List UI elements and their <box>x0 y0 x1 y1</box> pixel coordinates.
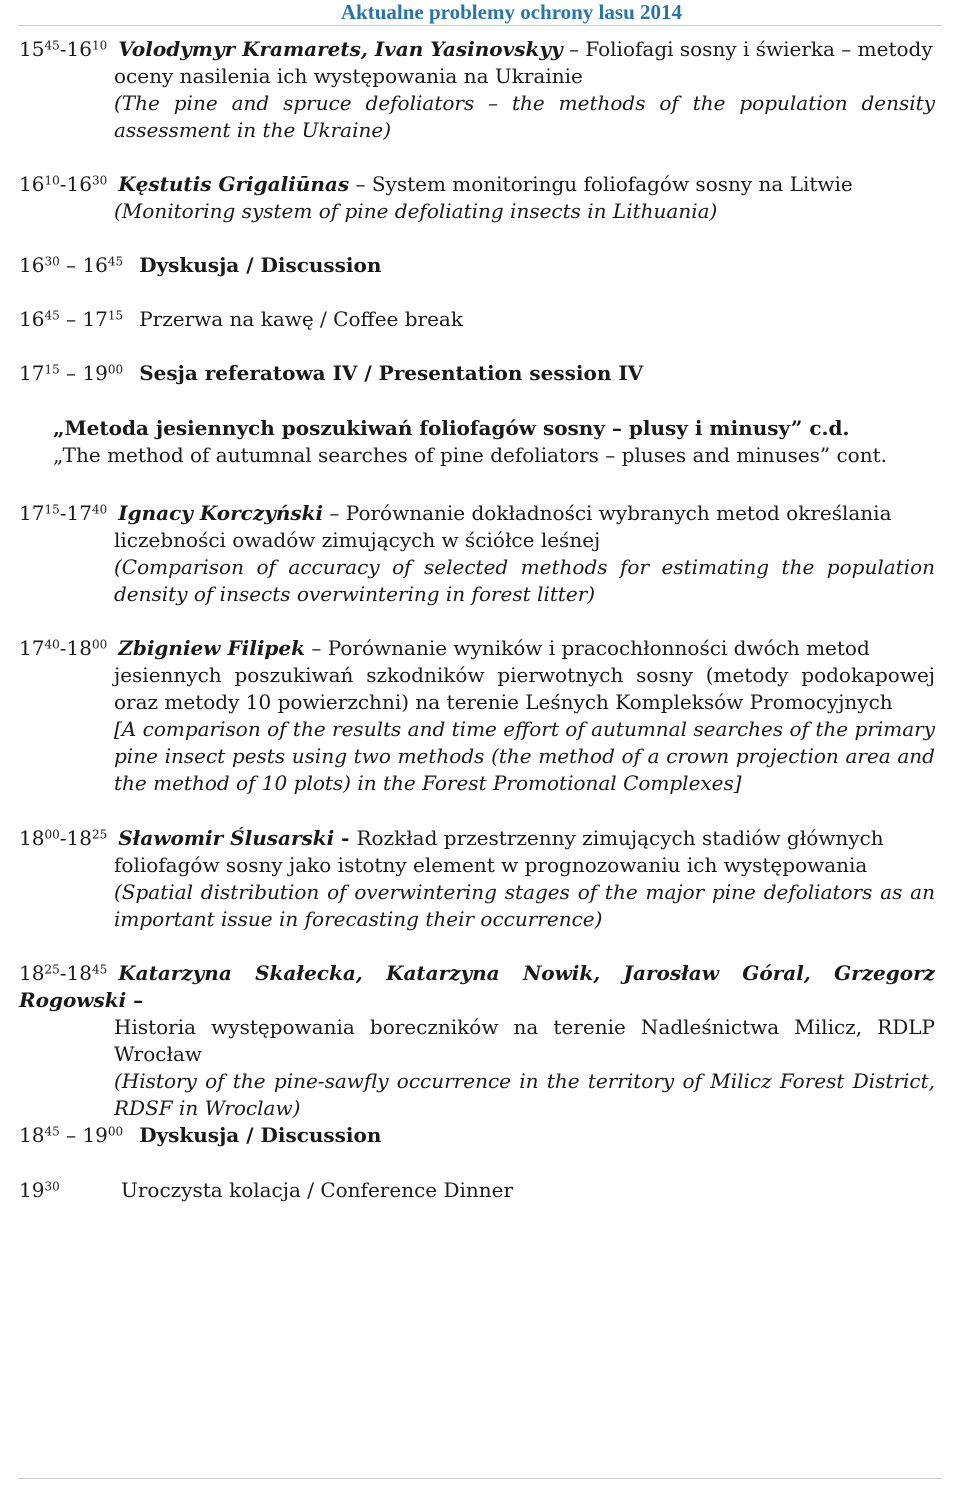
entry-time: $16^{10}-16^{30}$ <box>19 172 108 196</box>
session-topic-en: „The method of autumnal searches of pine defoliators – pluses and minuses” cont. <box>53 443 887 467</box>
entry-title-pl-cont: jesiennych poszukiwań szkodników pierwotnych sosny (metody podokapowej oraz metody 10 powierzchni) na terenie Leśnych Kompleksów Promocyjnych <box>114 663 935 714</box>
entry-title-en: (Comparison of accuracy of selected methods for estimating the population density of insects overwintering in forest litter) <box>114 555 935 606</box>
program-entry: $18^{00}-18^{25}$ Sławomir Ślusarski - Rozkład przestrzenny zimujących stadiów głównych foliofagów sosny jako istotny element w prognozowaniu ich występowania (Spatial distribution of overwintering stages of the major pine defoliators as an important issue in forecasting their occurrence) <box>19 826 935 931</box>
footer-rule <box>18 1478 942 1479</box>
program-entry: $16^{10}-16^{30}$ Kęstutis Grigaliūnas – System monitoringu foliofagów sosny na Litwie (Monitoring system of pine defoliating insects in Lithuania) <box>19 171 935 225</box>
schedule-break <box>19 1177 935 1204</box>
entry-title-pl: System monitoringu foliofagów sosny na Litwie <box>371 172 853 196</box>
entry-title-pl-cont: foliofagów sosny jako istotny element w prognozowaniu ich występowania <box>114 853 868 877</box>
entry-title-pl: Foliofagi sosny i świerka – metody <box>585 37 933 61</box>
entry-time: $17^{15}-17^{40}$ <box>19 501 108 525</box>
break-time: $17^{15} - 19^{00}$ <box>19 361 124 385</box>
entry-title-pl: Rozkład przestrzenny zimujących stadiów głównych <box>356 826 884 850</box>
entry-authors: Volodymyr Kramarets, Ivan Yasinovskyy <box>118 37 563 61</box>
session-header <box>19 360 935 387</box>
entry-time: $15^{45}-16^{10}$ <box>19 37 108 61</box>
entry-title-pl: Porównanie wyników i pracochłonności dwóch metod <box>327 636 870 660</box>
entry-time: $17^{40}-18^{00}$ <box>19 636 108 660</box>
entry-title-pl-cont: liczebności owadów zimujących w ściółce leśnej <box>114 528 601 552</box>
schedule-break <box>19 1122 935 1149</box>
entry-authors: Katarzyna Skałecka, Katarzyna Nowik, Jarosław Góral, Grzegorz Rogowski <box>19 961 935 1012</box>
session-topic <box>53 415 933 469</box>
entry-title-en: (Spatial distribution of overwintering stages of the major pine defoliators as an important issue in forecasting their occurrence) <box>114 880 935 931</box>
entry-title-pl-cont: oceny nasilenia ich występowania na Ukrainie <box>114 64 583 88</box>
entry-title-pl: Porównanie dokładności wybranych metod określania <box>345 501 892 525</box>
running-header-title: Aktualne problemy ochrony lasu 2014 <box>340 0 682 24</box>
entry-authors: Sławomir Ślusarski <box>118 826 335 850</box>
entry-authors: Ignacy Korczyński <box>118 501 324 525</box>
program-entry: $17^{15}-17^{40}$ Ignacy Korczyński – Porównanie dokładności wybranych metod określania liczebności owadów zimujących w ściółce leśnej (Comparison of accuracy of selected methods for estimating the population density of insects overwintering in forest litter) <box>19 501 935 606</box>
entry-time: $18^{25}-18^{45}$ <box>19 961 108 985</box>
entry-title-en: (The pine and spruce defoliators – the methods of the population density assessment in the Ukraine) <box>114 91 935 142</box>
entry-title-en: (Monitoring system of pine defoliating insects in Lithuania) <box>114 199 718 223</box>
break-time: $16^{45} - 17^{15}$ <box>19 307 124 331</box>
entry-authors: Zbigniew Filipek <box>118 636 306 660</box>
entry-title-en: (History of the pine-sawfly occurrence in the territory of Milicz Forest District, RDSF in Wroclaw) <box>114 1069 935 1120</box>
session-topic-pl: „Metoda jesiennych poszukiwań foliofagów sosny – plusy i minusy” c.d. <box>53 416 850 440</box>
break-time: $16^{30} - 16^{45}$ <box>19 253 124 277</box>
session-label: Sesja referatowa IV / Presentation session IV <box>139 361 644 385</box>
break-time: $19^{30}$ <box>19 1178 60 1202</box>
schedule-break <box>19 306 935 333</box>
break-time: $18^{45} - 19^{00}$ <box>19 1123 124 1147</box>
break-label: Dyskusja / Discussion <box>139 253 382 277</box>
entry-title-en: [A comparison of the results and time effort of autumnal searches of the primary pine insect pests using two methods (the method of a crown projection area and the method of 10 plots) in the Forest Promotional Complexes] <box>114 717 935 795</box>
header-rule <box>18 25 942 26</box>
break-label: Uroczysta kolacja / Conference Dinner <box>121 1178 514 1202</box>
program-entry: $17^{40}-18^{00}$ Zbigniew Filipek – Porównanie wyników i pracochłonności dwóch metod jesiennych poszukiwań szkodników pierwotnych sosny (metody podokapowej oraz metody 10 powierzchni) na terenie Leśnych Kompleksów Promocyjnych [A comparison of the results and time effort of autumnal searches of the primary pine insect pests using two methods (the method of a crown projection area and the method of 10 plots) in the Forest Promotional Complexes] <box>19 636 935 795</box>
entry-time: $18^{00}-18^{25}$ <box>19 826 108 850</box>
entry-authors: Kęstutis Grigaliūnas <box>118 172 350 196</box>
schedule-break <box>19 252 935 279</box>
break-label: Przerwa na kawę / Coffee break <box>139 307 463 331</box>
program-entry: $15^{45}-16^{10}$ Volodymyr Kramarets, Ivan Yasinovskyy – Foliofagi sosny i świerka – metody oceny nasilenia ich występowania na Ukrainie (The pine and spruce defoliators – the methods of the population density assessment in the Ukraine) <box>19 37 935 142</box>
page-header <box>0 0 960 26</box>
break-label: Dyskusja / Discussion <box>139 1123 382 1147</box>
entry-title-pl: Historia występowania boreczników na terenie Nadleśnictwa Milicz, RDLP Wrocław <box>114 1015 935 1066</box>
program-entry: $18^{25}-18^{45}$ Katarzyna Skałecka, Katarzyna Nowik, Jarosław Góral, Grzegorz Rogowski – Historia występowania boreczników na terenie Nadleśnictwa Milicz, RDLP Wrocław (History of the pine-sawfly occurrence in the territory of Milicz Forest District, RDSF in Wroclaw) <box>19 961 935 1120</box>
